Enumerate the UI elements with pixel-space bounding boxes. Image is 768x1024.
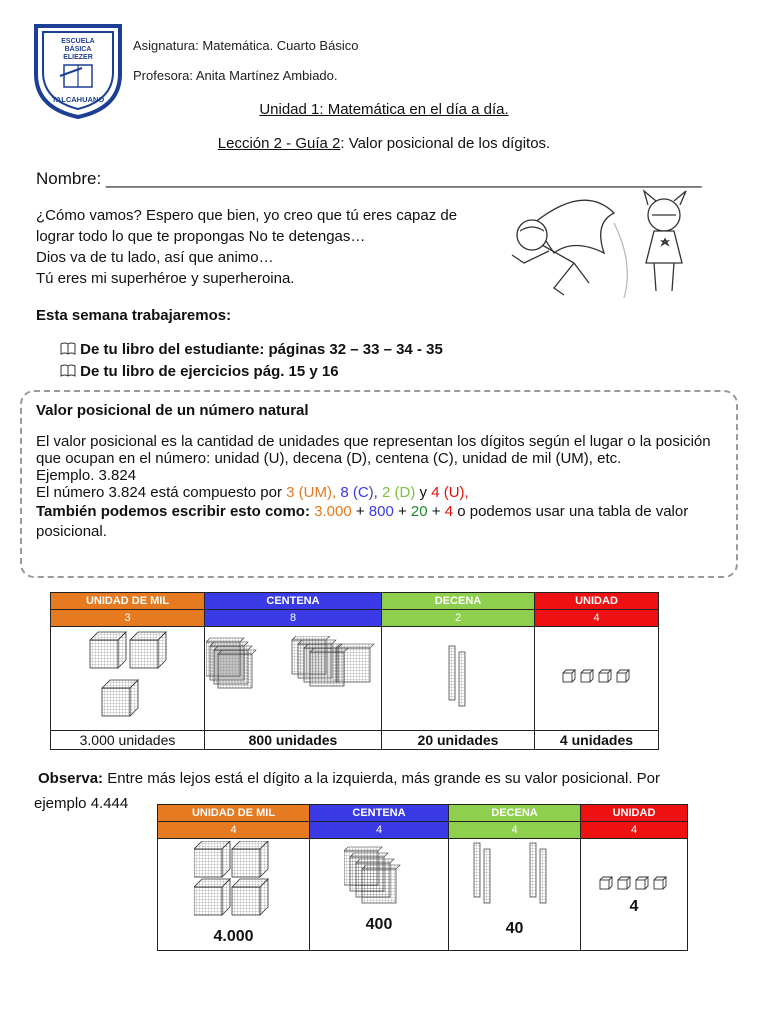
comp-and: y bbox=[415, 484, 432, 501]
lesson-rest: : Valor posicional de los dígitos. bbox=[340, 135, 551, 152]
ten-rod-icon bbox=[459, 652, 465, 706]
observa-rest: Entre más lejos está el dígito a la izquierda, más grande es su valor posicional. Por bbox=[103, 770, 661, 787]
ten-rod-icon bbox=[474, 843, 480, 897]
digit-u: 4 bbox=[581, 822, 688, 839]
hundred-flat-icon bbox=[292, 636, 374, 686]
blocks-u bbox=[535, 627, 659, 731]
thousand-cube-icon bbox=[102, 680, 138, 716]
comp-u: 4 (U), bbox=[431, 484, 469, 501]
book-icon bbox=[60, 363, 80, 380]
also-rest: o podemos usar una tabla de valor bbox=[453, 503, 689, 520]
label-um: 3.000 unidades bbox=[51, 731, 205, 750]
unit-cube-icon bbox=[654, 877, 666, 889]
place-value-table-1 bbox=[50, 592, 659, 750]
header-c: CENTENA bbox=[310, 805, 449, 822]
logo-line-1: ESCUELA bbox=[61, 38, 95, 45]
sum-c: 800 bbox=[368, 503, 394, 520]
header-u: UNIDAD bbox=[581, 805, 688, 822]
blocks-d bbox=[382, 627, 535, 731]
sum-um: 3.000 bbox=[314, 503, 352, 520]
sum-d: 20 bbox=[410, 503, 428, 520]
header-um: UNIDAD DE MIL bbox=[158, 805, 310, 822]
lesson-title bbox=[0, 135, 768, 152]
week-title: Esta semana trabajaremos: bbox=[36, 307, 232, 324]
comp-um: 3 (UM), bbox=[286, 484, 337, 501]
blocks-u bbox=[581, 839, 688, 951]
value-um: 4.000 bbox=[213, 928, 254, 945]
ten-rod-icon bbox=[540, 849, 546, 903]
intro-text bbox=[36, 205, 457, 289]
teacher-line: Profesora: Anita Martínez Ambiado. bbox=[133, 68, 338, 83]
unit-cube-icon bbox=[618, 877, 630, 889]
week-item bbox=[60, 341, 443, 358]
digit-c: 4 bbox=[310, 822, 449, 839]
observa-bold: Observa: bbox=[38, 770, 104, 787]
week-item-label: De tu libro de ejercicios pág. 15 y 16 bbox=[80, 363, 339, 380]
label-c: 800 unidades bbox=[205, 731, 382, 750]
also-bold: También podemos escribir esto como: bbox=[36, 503, 310, 520]
callout-paragraph: El valor posicional es la cantidad de unidades que representan los dígitos según el lugar o la posición que ocupan en el número: unidad (U), decena (D), centena (C), unidad de mil (UM), etc. bbox=[36, 433, 711, 467]
plus-3: + bbox=[427, 503, 445, 520]
label-u: 4 unidades bbox=[535, 731, 659, 750]
comp-d: 2 (D) bbox=[382, 484, 416, 501]
unit-cube-icon bbox=[599, 670, 611, 682]
value-u: 4 bbox=[629, 898, 639, 915]
subject-line: Asignatura: Matemática. Cuarto Básico bbox=[133, 38, 359, 53]
digit-um: 4 bbox=[158, 822, 310, 839]
callout-title: Valor posicional de un número natural bbox=[36, 402, 309, 419]
logo-line-3: ELIEZER bbox=[63, 54, 93, 61]
unit-title: Unidad 1: Matemática en el día a día. bbox=[259, 101, 509, 118]
callout-composed bbox=[36, 484, 722, 501]
value-d: 40 bbox=[505, 920, 524, 937]
digit-d: 4 bbox=[449, 822, 581, 839]
thousand-cube-icon bbox=[194, 841, 230, 877]
callout-also bbox=[36, 503, 722, 520]
unit-cube-icon bbox=[636, 877, 648, 889]
place-value-callout bbox=[20, 390, 738, 578]
observa-text bbox=[38, 770, 660, 787]
hundred-flat-icon bbox=[206, 638, 256, 688]
blocks-c bbox=[205, 627, 382, 731]
observa-example: ejemplo 4.444 bbox=[34, 795, 129, 812]
week-item-label: De tu libro del estudiante: páginas 32 – 33 – 34 - 35 bbox=[80, 341, 443, 358]
sum-u: 4 bbox=[444, 503, 454, 520]
comp-c: 8 (C), bbox=[340, 484, 378, 501]
intro-line: ¿Cómo vamos? Espero que bien, yo creo que tú eres capaz de bbox=[36, 207, 458, 224]
digit-u: 4 bbox=[535, 610, 659, 627]
blocks-um bbox=[51, 627, 205, 731]
blocks-c bbox=[310, 839, 449, 951]
name-field: Nombre: _______________________________________________________________ bbox=[36, 169, 702, 188]
logo-line-2: BÁSICA bbox=[64, 46, 92, 53]
superhero-illustration bbox=[494, 183, 714, 303]
thousand-cube-icon bbox=[90, 632, 126, 668]
header-c: CENTENA bbox=[205, 593, 382, 610]
blocks-d bbox=[449, 839, 581, 951]
value-c: 400 bbox=[365, 916, 393, 933]
place-value-table-2 bbox=[157, 804, 688, 951]
intro-line: Tú eres mi superhéroe y superheroina. bbox=[36, 270, 295, 287]
header-um: UNIDAD DE MIL bbox=[51, 593, 205, 610]
header-u: UNIDAD bbox=[535, 593, 659, 610]
unit-cube-icon bbox=[563, 670, 575, 682]
ten-rod-icon bbox=[484, 849, 490, 903]
unit-cube-icon bbox=[581, 670, 593, 682]
intro-line: lograr todo lo que te propongas No te detengas… bbox=[36, 228, 366, 245]
book-icon bbox=[60, 341, 80, 358]
lesson-link: Lección 2 - Guía 2 bbox=[217, 135, 341, 152]
plus-1: + bbox=[351, 503, 369, 520]
unit-cube-icon bbox=[600, 877, 612, 889]
callout-example: Ejemplo. 3.824 bbox=[36, 467, 137, 484]
thousand-cube-icon bbox=[232, 879, 268, 915]
logo-line-4: TALCAHUANO bbox=[51, 95, 105, 104]
header-d: DECENA bbox=[382, 593, 535, 610]
blocks-um bbox=[158, 839, 310, 951]
plus-2: + bbox=[393, 503, 411, 520]
digit-um: 3 bbox=[51, 610, 205, 627]
composed-prefix: El número 3.824 está compuesto por bbox=[36, 484, 287, 501]
digit-c: 8 bbox=[205, 610, 382, 627]
ten-rod-icon bbox=[449, 646, 455, 700]
ten-rod-icon bbox=[530, 843, 536, 897]
intro-line: Dios va de tu lado, así que animo… bbox=[36, 249, 274, 266]
thousand-cube-icon bbox=[194, 879, 230, 915]
digit-d: 2 bbox=[382, 610, 535, 627]
thousand-cube-icon bbox=[130, 632, 166, 668]
thousand-cube-icon bbox=[232, 841, 268, 877]
unit-cube-icon bbox=[617, 670, 629, 682]
label-d: 20 unidades bbox=[382, 731, 535, 750]
hundred-flat-icon bbox=[344, 847, 400, 903]
also-end: posicional. bbox=[36, 523, 107, 540]
header-d: DECENA bbox=[449, 805, 581, 822]
week-item bbox=[60, 363, 339, 380]
